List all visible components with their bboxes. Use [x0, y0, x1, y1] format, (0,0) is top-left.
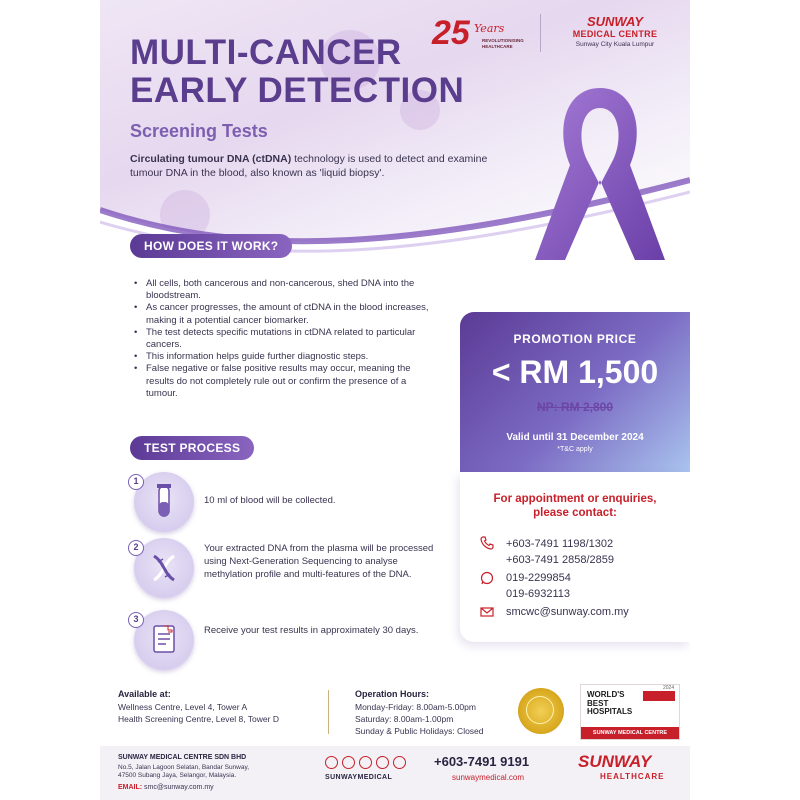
address-line: 47500 Subang Jaya, Selangor, Malaysia.	[118, 772, 237, 779]
footer-email-label: EMAIL:	[118, 784, 143, 791]
step-text: Receive your test results in approximately 30 days.	[204, 625, 419, 636]
available-label: Available at:	[118, 689, 171, 699]
step-text: Your extracted DNA from the plasma will be processed using Next-Generation Sequencing to analyse methylation profile and multi-features of the DNA.	[204, 543, 434, 580]
tiktok-icon[interactable]	[393, 756, 406, 769]
phone-number[interactable]: +603-7491 2858/2859	[506, 554, 614, 566]
promo-price: < RM 1,500	[491, 354, 659, 390]
available-location: Health Screening Centre, Level 8, Tower D	[118, 714, 279, 724]
whatsapp-icon	[480, 571, 494, 585]
page-title	[130, 34, 464, 110]
title-line-2: EARLY DETECTION	[130, 71, 465, 110]
step-number: 3	[128, 612, 144, 628]
page-subtitle: Screening Tests	[130, 121, 268, 141]
award-title	[587, 691, 632, 717]
list-item: • As cancer progresses, the amount of ctDNA in the blood increases, making it a potential cancer biomarker.	[130, 302, 440, 326]
brand-logo: SUNWAY	[578, 752, 652, 771]
step-number: 2	[128, 540, 144, 556]
hospital-sub: MEDICAL CENTRE	[572, 29, 658, 39]
footer-email-address[interactable]: smc@sunway.com.my	[142, 784, 214, 791]
footer	[100, 746, 690, 800]
terms-note: *T&C apply	[557, 446, 593, 453]
step-number: 1	[128, 474, 144, 490]
contact-card	[460, 472, 690, 642]
list-item: • This information helps guide further diagnostic steps.	[130, 351, 440, 363]
phone-icon	[480, 536, 494, 550]
footer-email	[118, 784, 214, 791]
company-name: SUNWAY MEDICAL CENTRE SDN BHD	[118, 754, 247, 761]
award-strip: SUNWAY MEDICAL CENTRE	[581, 727, 679, 739]
anniversary-word: Years	[474, 22, 505, 35]
available-location: Wellness Centre, Level 4, Tower A	[118, 702, 248, 712]
intro-bold: Circulating tumour DNA (ctDNA)	[130, 153, 292, 165]
intro-text	[130, 152, 490, 180]
phone-number[interactable]: +603-7491 1198/1302	[506, 538, 614, 550]
accreditation-seal-icon	[518, 688, 564, 734]
email-icon	[480, 605, 494, 619]
promo-validity: Valid until 31 December 2024	[506, 432, 644, 443]
hospital-logo	[550, 14, 680, 48]
hospital-location: Sunway City Kuala Lumpur	[575, 41, 655, 48]
hours-line: Monday-Friday: 8.00am-5.00pm	[355, 702, 476, 712]
hours-label: Operation Hours:	[355, 689, 430, 699]
facebook-icon[interactable]	[325, 756, 338, 769]
intro-rest: technology is used to detect and examine tumour DNA in the blood, also known as 'liquid biopsy'.	[130, 153, 488, 179]
whatsapp-number[interactable]: 019-2299854	[506, 572, 571, 584]
brand-sub: HEALTHCARE	[600, 772, 665, 781]
award-year: 2024	[663, 685, 675, 691]
award-line: HOSPITALS	[587, 707, 633, 716]
list-item: • False negative or false positive results may occur, meaning the results do not completely rule out or confirm the presence of a tumour.	[130, 363, 440, 400]
contact-heading-line-1: For appointment or enquiries,	[493, 493, 657, 505]
social-handle: SUNWAYMEDICAL	[325, 774, 393, 781]
flyer	[100, 0, 690, 800]
info-bar	[100, 680, 690, 746]
contact-heading-line-2: please contact:	[533, 507, 617, 519]
contact-heading	[460, 492, 690, 520]
how-bullet-list	[130, 278, 440, 400]
hospital-name: SUNWAY	[586, 14, 644, 29]
award-badge	[580, 684, 680, 740]
award-line: BEST	[587, 698, 609, 708]
list-item: • The test detects specific mutations in ctDNA related to particular cancers.	[130, 327, 440, 351]
hours-line: Sunday & Public Holidays: Closed	[355, 726, 484, 736]
promotion-card	[460, 312, 690, 472]
step-text: 10 ml of blood will be collected.	[204, 495, 336, 506]
info-divider	[328, 690, 329, 734]
hours-line: Saturday: 8.00am-1.00pm	[355, 714, 454, 724]
footer-phone[interactable]: +603-7491 9191	[434, 754, 530, 769]
footer-website[interactable]: sunwaymedical.com	[452, 773, 525, 782]
award-line: WORLD'S	[587, 690, 625, 699]
anniversary-number: 25	[432, 14, 470, 52]
linkedin-icon[interactable]	[376, 756, 389, 769]
anniversary-tagline: REVOLUTIONISING HEALTHCARE	[482, 38, 524, 49]
how-heading: HOW DOES IT WORK?	[130, 234, 292, 258]
logo-divider	[540, 14, 541, 52]
youtube-icon[interactable]	[359, 756, 372, 769]
list-item: • All cells, both cancerous and non-cancerous, shed DNA into the bloodstream.	[130, 278, 440, 302]
normal-price: NP: RM 2,800	[536, 400, 614, 414]
address-line: No.5, Jalan Lagoon Selatan, Bandar Sunway,	[118, 764, 250, 771]
title-line-1: MULTI-CANCER	[130, 33, 402, 72]
promo-label: PROMOTION PRICE	[513, 332, 637, 346]
awareness-ribbon-icon	[525, 80, 675, 270]
instagram-icon[interactable]	[342, 756, 355, 769]
email-link[interactable]: smcwc@sunway.com.my	[506, 606, 629, 618]
process-heading: TEST PROCESS	[130, 436, 254, 460]
whatsapp-number[interactable]: 019-6932113	[506, 588, 571, 600]
newsweek-logo-icon	[643, 691, 675, 701]
